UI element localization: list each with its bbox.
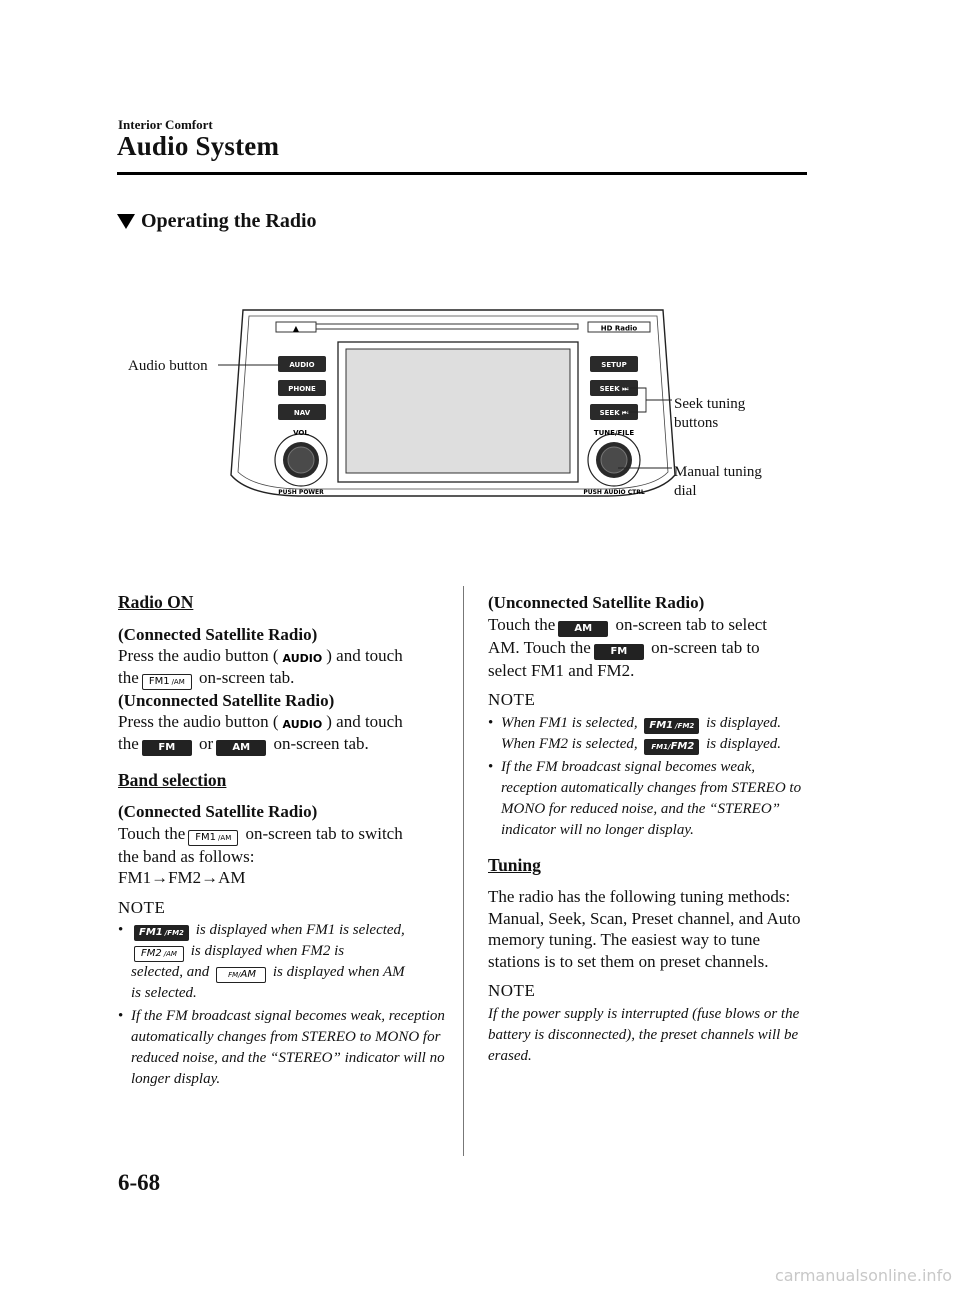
unconnected-heading: (Unconnected Satellite Radio): [118, 690, 335, 710]
disc-slot: [316, 324, 578, 329]
manual-tuning-callout-2: dial: [674, 483, 697, 499]
tuning-dial-cap: [601, 447, 627, 473]
note-label: NOTE: [118, 897, 166, 917]
fm1-fm2-indicator-icon: • FM1 /FM2: [134, 925, 189, 941]
list-item: • If the FM broadcast signal becomes weak, reception automatically changes from STEREO to MONO for reduced noise, and the “STEREO” indicator will no longer display.: [118, 1006, 448, 1090]
section-label: Interior Comfort: [118, 117, 213, 132]
column-divider: [463, 586, 464, 1156]
fm-tab-icon: FM: [594, 644, 644, 660]
unconnected-heading-right: (Unconnected Satellite Radio): [488, 593, 705, 612]
page-title: Audio System: [117, 131, 280, 161]
setup-button-label: SETUP: [601, 361, 627, 369]
radio-on-heading: Radio ON: [118, 592, 194, 612]
seek-down-button-label: SEEK ⏮: [599, 409, 629, 417]
phone-button-label: PHONE: [288, 385, 316, 393]
list-item: • FM1 /FM2 is displayed when FM1 is selected, FM2 /AM is displayed when FM2 is selected, and FM/ AM is displayed when AM is selected.: [118, 920, 448, 1004]
push-audio-ctrl-label: PUSH AUDIO CTRL: [583, 489, 645, 496]
note-list: [118, 920, 448, 1090]
fm-am-indicator-icon: FM/ AM: [216, 967, 266, 983]
note-label: NOTE: [488, 690, 536, 709]
page-number: 6-68: [118, 1170, 161, 1195]
display-screen: [346, 349, 570, 473]
am-tab-icon: AM: [216, 740, 266, 756]
header-divider: [117, 172, 807, 175]
manual-tuning-callout-1: Manual tuning: [674, 464, 762, 480]
seek-tuning-callout-2: buttons: [674, 415, 719, 431]
right-column: [488, 592, 808, 1067]
am-tab-icon: AM: [558, 621, 608, 637]
list-item: • When FM1 is selected, FM1 /FM2 is displayed. When FM2 is selected, FM1/ FM2 is displayed.: [488, 713, 808, 755]
triangle-down-icon: [117, 214, 135, 229]
section-heading-text: Operating the Radio: [141, 210, 317, 232]
watermark: carmanualsonline.info: [774, 1266, 952, 1285]
audio-icon: AUDIO: [282, 718, 323, 731]
tuning-text: The radio has the following tuning methods: Manual, Seek, Scan, Preset channel, and Auto memory tuning. The easiest way to tune stations is to set them on preset channels.: [488, 887, 801, 971]
fm1-am-tab-icon: FM1 /AM: [142, 674, 192, 690]
left-column: [118, 592, 448, 1092]
audio-icon: AUDIO: [282, 652, 323, 665]
seek-tuning-callout-1: Seek tuning: [674, 396, 746, 412]
connected-heading: (Connected Satellite Radio): [118, 624, 318, 644]
audio-button-callout: Audio button: [128, 358, 208, 374]
seek-up-button-label: SEEK ⏭: [599, 385, 629, 393]
unconnected-text: Touch the AM on-screen tab to select AM. Touch the FM on-screen tab to select FM1 and FM2.: [488, 614, 768, 680]
section-heading: [117, 210, 317, 233]
audio-button-label: AUDIO: [289, 361, 315, 369]
note-label: NOTE: [488, 981, 536, 1000]
preset-note-text: If the power supply is interrupted (fuse blows or the battery is disconnected), the preset channels will be erased.: [488, 1005, 800, 1064]
vol-label: VOL: [293, 429, 309, 437]
band-selection-heading: Band selection: [118, 769, 227, 790]
tune-file-label: TUNE/FILE: [593, 429, 635, 437]
volume-knob-cap: [288, 447, 314, 473]
radio-on-connected-text: Press the audio button ( AUDIO ) and touch the FM1 /AM on-screen tab.: [118, 645, 448, 690]
tuning-heading: Tuning: [488, 854, 541, 875]
fm1-am-tab-icon: FM1 /AM: [188, 830, 238, 846]
radio-panel-diagram: [118, 300, 808, 530]
eject-icon: ▲: [292, 324, 300, 333]
fm2-am-tab-icon: FM2 /AM: [134, 946, 184, 962]
hd-radio-logo: HD Radio: [600, 324, 638, 333]
radio-on-unconnected-text: Press the audio button ( AUDIO ) and touch the FM or AM on-screen tab.: [118, 711, 448, 756]
fm1-selected-icon: FM1 /FM2: [644, 718, 699, 734]
fm-tab-icon: FM: [142, 740, 192, 756]
band-selection-text: Touch the FM1 /AM on-screen tab to switch the band as follows: FM1→FM2→AM: [118, 823, 403, 887]
note-list: [488, 713, 808, 841]
push-power-label: PUSH POWER: [278, 489, 324, 496]
nav-button-label: NAV: [293, 409, 311, 417]
connected-heading-2: (Connected Satellite Radio): [118, 802, 318, 821]
fm2-selected-icon: FM1/ FM2: [644, 739, 699, 755]
list-item: • If the FM broadcast signal becomes weak, reception automatically changes from STEREO to MONO for reduced noise, and the “STEREO” indicator will no longer display.: [488, 757, 808, 841]
